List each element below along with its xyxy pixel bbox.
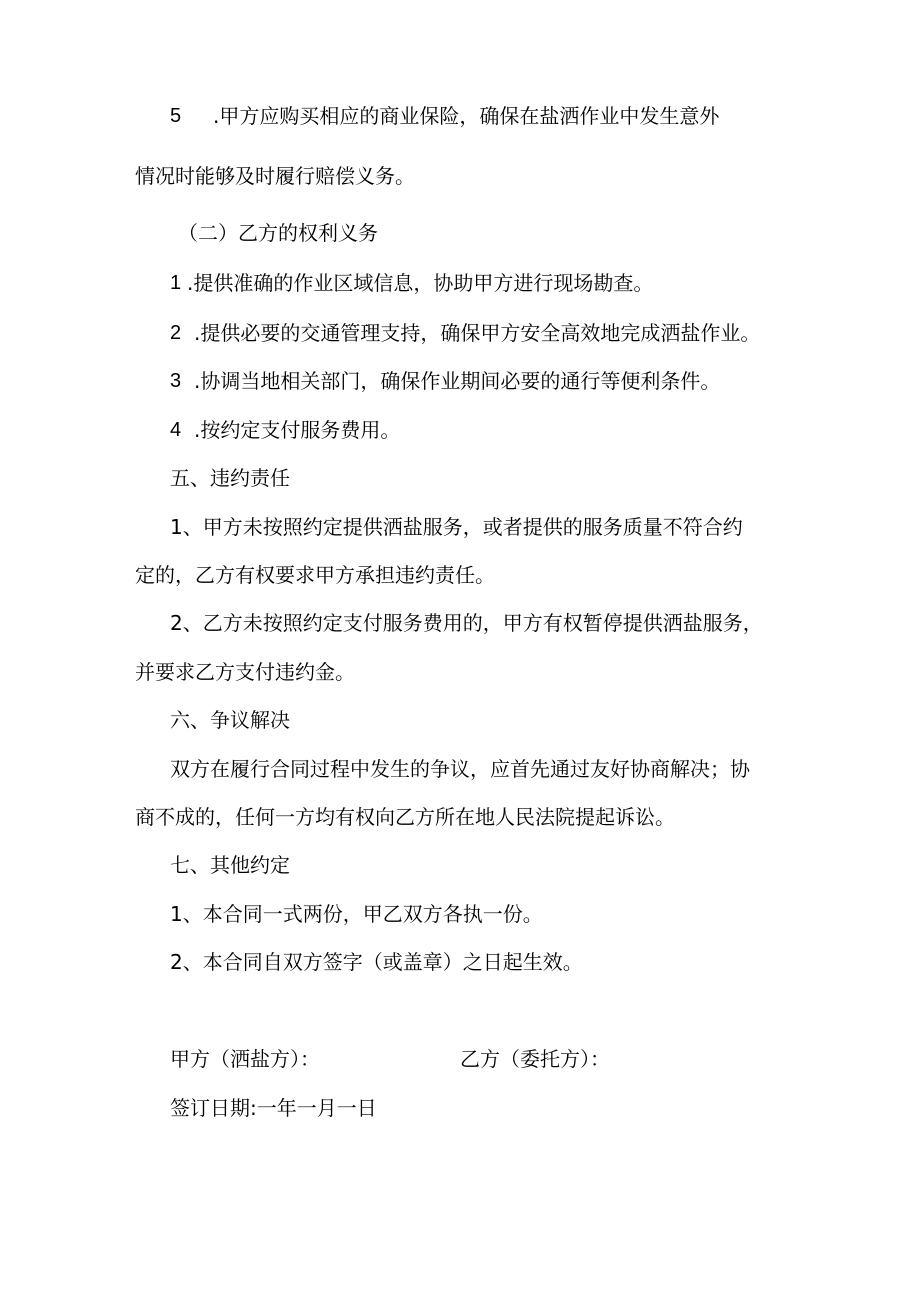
section-5-paragraph-2-continued: 并要求乙方支付违约金。 [135,660,355,684]
section-7-heading: 七、其他约定 [170,853,290,877]
section-6-heading: 六、争议解决 [170,708,290,732]
party-b-item-2-text: .提供必要的交通管理支持，确保甲方安全高效地完成洒盐作业。 [194,321,761,345]
section-5-paragraph-1-continued: 定的，乙方有权要求甲方承担违约责任。 [135,563,495,587]
item-5-text-continued: 情况时能够及时履行赔偿义务。 [135,164,415,188]
section-6-paragraph: 双方在履行合同过程中发生的争议，应首先通过友好协商解决；协 [170,757,750,781]
party-b-item-1-text: .提供准确的作业区域信息，协助甲方进行现场勘查。 [187,271,654,295]
party-b-item-3-text: .协调当地相关部门，确保作业期间必要的通行等便利条件。 [194,369,721,393]
section-5-paragraph-2: 2、乙方未按照约定支付服务费用的，甲方有权暂停提供洒盐服务， [170,611,763,635]
signature-party-b: 乙方（委托方）： [460,1047,610,1071]
party-b-item-1-number: 1 [170,272,182,294]
section-6-paragraph-continued: 商不成的，任何一方均有权向乙方所在地人民法院提起诉讼。 [135,805,675,829]
item-5-text: .甲方应购买相应的商业保险，确保在盐洒作业中发生意外 [213,104,720,128]
section-5-paragraph-1: 1、甲方未按照约定提供洒盐服务，或者提供的服务质量不符合约 [170,515,743,539]
subsection-heading-party-b: （二）乙方的权利义务 [178,221,378,245]
party-b-item-2-number: 2 [170,322,182,344]
party-b-item-4-text: .按约定支付服务费用。 [194,418,401,442]
signing-date: 签订日期:一年一月一日 [170,1096,377,1120]
section-7-paragraph-2: 2、本合同自双方签字（或盖章）之日起生效。 [170,950,583,974]
signature-party-a: 甲方（洒盐方）： [170,1047,320,1071]
item-5-number: 5 [170,105,182,127]
party-b-item-3-number: 3 [170,370,182,392]
section-7-paragraph-1: 1、本合同一式两份，甲乙双方各执一份。 [170,902,543,926]
section-5-heading: 五、违约责任 [170,466,290,490]
party-b-item-4-number: 4 [170,419,182,441]
